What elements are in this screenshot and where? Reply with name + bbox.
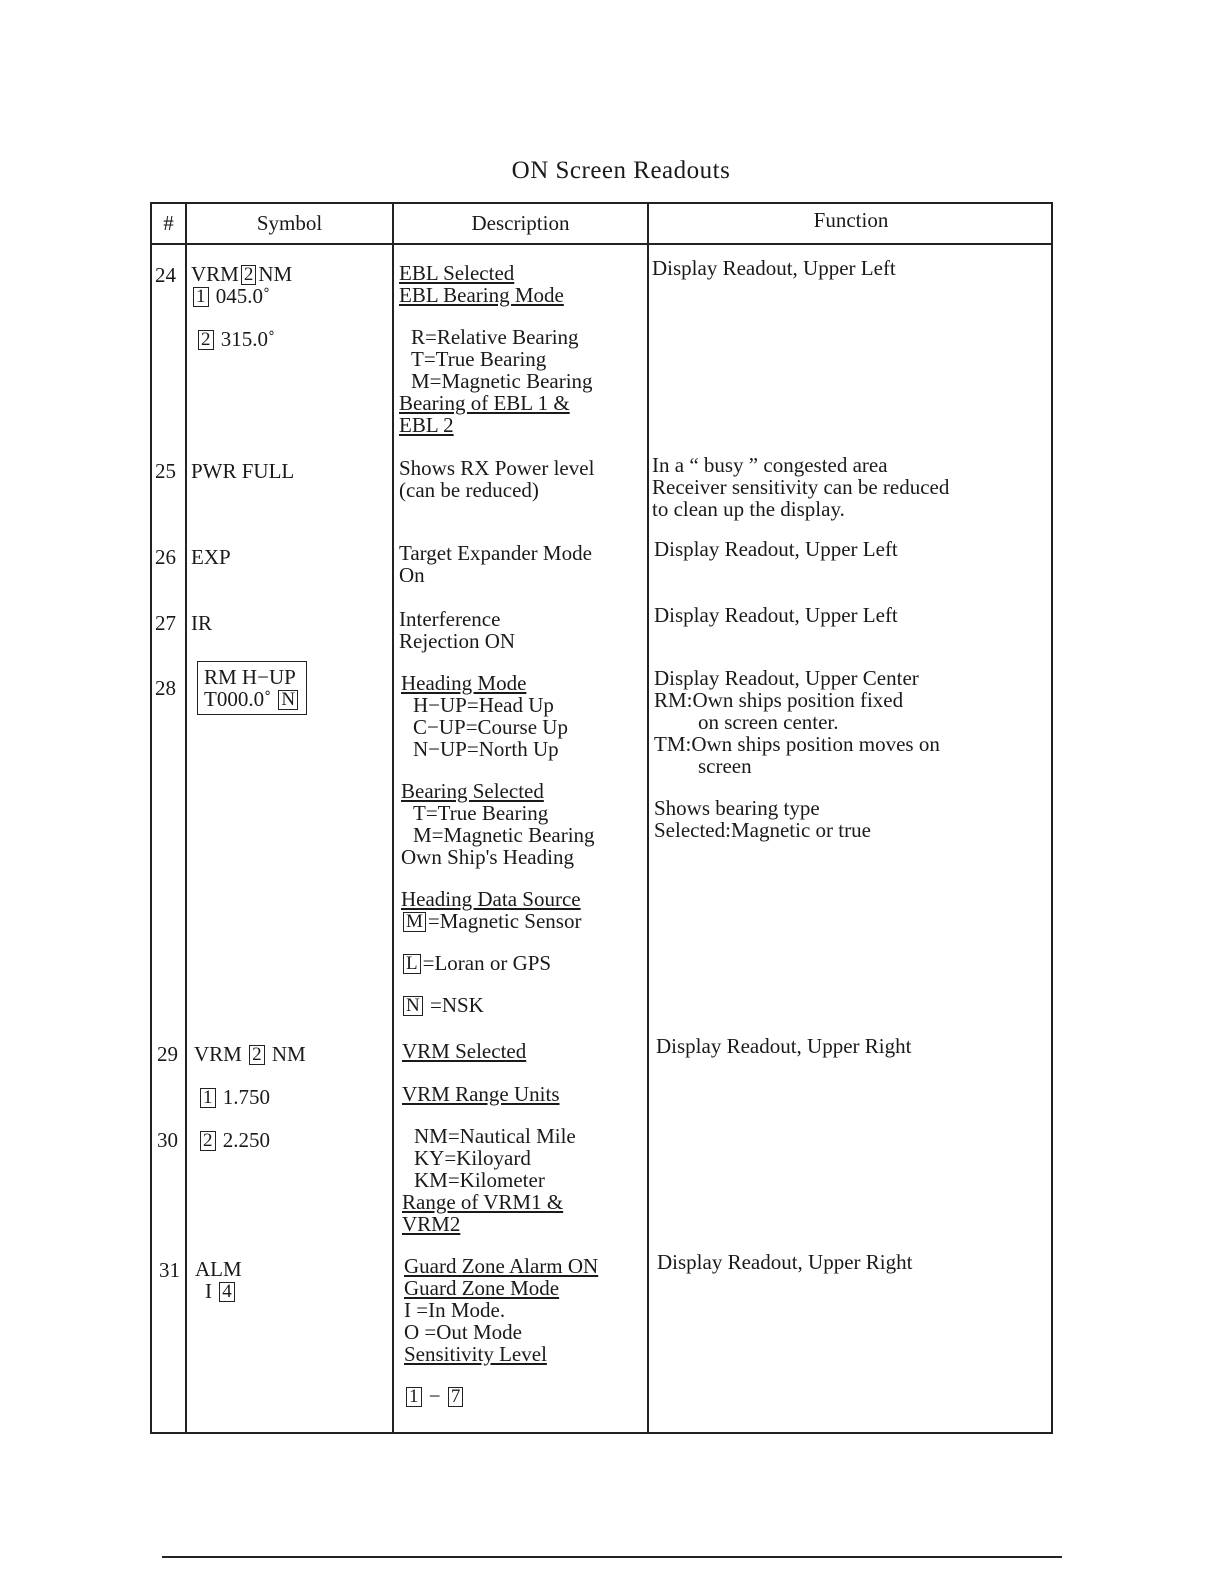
desc-line: C−UP=Course Up [413, 715, 568, 739]
func-line: In a “ busy ” congested area [652, 453, 888, 477]
desc-line: =NSK [429, 993, 484, 1017]
desc-line: Shows RX Power level [399, 456, 595, 480]
description [399, 542, 592, 586]
desc-line: I =In Mode. [404, 1298, 506, 1322]
boxed-letter: N [403, 996, 423, 1016]
header-num: # [163, 211, 174, 235]
range-value: 2.250 [222, 1128, 270, 1152]
symbol-text: VRM [191, 262, 239, 286]
boxed-digit: 2 [249, 1045, 265, 1065]
desc-line: KY=Kiloyard [414, 1146, 531, 1170]
desc-heading: Sensitivity Level [404, 1342, 547, 1366]
unit-text: NM [258, 262, 293, 286]
desc-heading: Range of VRM1 & [402, 1190, 564, 1214]
symbol-alarm [195, 1258, 242, 1302]
desc-line: (can be reduced) [399, 478, 539, 502]
header-symbol: Symbol [256, 211, 323, 235]
desc-line: Target Expander Mode [399, 541, 592, 565]
desc-line: =Magnetic Sensor [427, 909, 582, 933]
desc-line: KM=Kilometer [414, 1168, 545, 1192]
boxed-letter: L [403, 954, 421, 974]
symbol-vrm [191, 263, 292, 307]
boxed-digit: 2 [241, 265, 257, 285]
rm-heading-box [197, 661, 307, 715]
header-function: Function [813, 208, 889, 232]
description [402, 1083, 560, 1105]
function: Display Readout, Upper Left [654, 537, 898, 561]
func-line: on screen center. [698, 710, 839, 734]
symbol-text: I [205, 1279, 212, 1303]
row-number: 29 [157, 1042, 178, 1066]
col-divider [185, 204, 187, 1432]
row-number: 31 [159, 1258, 180, 1282]
desc-line: On [399, 563, 425, 587]
desc-heading: Bearing of EBL 1 & [399, 391, 570, 415]
function: Display Readout, Upper Left [654, 603, 898, 627]
row-number: 27 [155, 611, 176, 635]
row-number: 28 [155, 676, 176, 700]
desc-heading: Bearing Selected [401, 779, 544, 803]
func-line: Selected:Magnetic or true [654, 818, 871, 842]
boxed-digit: 1 [193, 287, 209, 307]
desc-heading: EBL Selected [399, 261, 515, 285]
desc-line: O =Out Mode [404, 1320, 523, 1344]
bearing-value: 045.0˚ [215, 284, 270, 308]
row-number: 26 [155, 545, 176, 569]
func-line: TM:Own ships position moves on [654, 732, 940, 756]
description [402, 1040, 526, 1062]
symbol-text: EXP [191, 545, 231, 569]
desc-heading: Guard Zone Alarm ON [404, 1254, 599, 1278]
symbol-text: T000.0˚ [204, 687, 272, 711]
boxed-digit: 2 [200, 1131, 216, 1151]
description [399, 262, 593, 436]
boxed-digit: 4 [219, 1282, 235, 1302]
boxed-digit: 1 [406, 1387, 422, 1407]
func-line: Display Readout, Upper Center [654, 666, 919, 690]
desc-line: R=Relative Bearing [411, 325, 579, 349]
desc-line: M=Magnetic Bearing [413, 823, 595, 847]
function [654, 667, 940, 841]
desc-heading: VRM Selected [402, 1039, 527, 1063]
boxed-letter: M [403, 912, 426, 932]
func-line: RM:Own ships position fixed [654, 688, 904, 712]
col-divider [392, 204, 394, 1432]
function: Display Readout, Upper Right [656, 1034, 912, 1058]
desc-line: =Loran or GPS [422, 951, 552, 975]
desc-heading: EBL Bearing Mode [399, 283, 564, 307]
header-description: Description [471, 211, 570, 235]
row-number: 25 [155, 459, 176, 483]
desc-heading: Guard Zone Mode [404, 1276, 560, 1300]
col-divider [647, 204, 649, 1432]
row-number: 24 [155, 263, 176, 287]
desc-line: N−UP=North Up [413, 737, 559, 761]
desc-heading: VRM2 [402, 1212, 461, 1236]
description [401, 672, 595, 1016]
description [399, 457, 594, 501]
page-title: ON Screen Readouts [511, 157, 731, 184]
symbol-text: RM H−UP [204, 665, 296, 689]
desc-line: H−UP=Head Up [413, 693, 554, 717]
func-line: screen [698, 754, 752, 778]
function: Display Readout, Upper Left [652, 256, 896, 280]
symbol-text: ALM [195, 1257, 242, 1281]
desc-line: NM=Nautical Mile [414, 1124, 576, 1148]
func-line: Shows bearing type [654, 796, 820, 820]
description [399, 608, 515, 652]
unit-text: NM [271, 1042, 306, 1066]
symbol-vrm [194, 1043, 306, 1065]
desc-heading: EBL 2 [399, 413, 454, 437]
function: Display Readout, Upper Right [657, 1250, 913, 1274]
func-line: Receiver sensitivity can be reduced [652, 475, 950, 499]
desc-heading: VRM Range Units [402, 1082, 560, 1106]
footer-rule [162, 1556, 1062, 1558]
row-number: 30 [157, 1128, 178, 1152]
bearing-value: 315.0˚ [220, 327, 275, 351]
symbol-bearing-2 [196, 328, 275, 350]
desc-line: M=Magnetic Bearing [411, 369, 593, 393]
description [404, 1255, 598, 1407]
func-line: to clean up the display. [652, 497, 845, 521]
desc-line: T=True Bearing [413, 801, 549, 825]
header-rule [152, 243, 1051, 245]
desc-line: Own Ship's Heading [401, 845, 574, 869]
symbol-text: PWR FULL [191, 459, 295, 483]
desc-line: Interference [399, 607, 501, 631]
range-dash: − [428, 1384, 441, 1408]
symbol-range-2 [198, 1129, 270, 1151]
desc-line: T=True Bearing [411, 347, 547, 371]
boxed-digit: 2 [198, 330, 214, 350]
function [652, 454, 949, 520]
symbol-range-1 [198, 1086, 270, 1108]
readouts-table [150, 202, 1053, 1434]
desc-line: Rejection ON [399, 629, 516, 653]
description [402, 1125, 576, 1235]
desc-heading: Heading Mode [401, 671, 527, 695]
range-value: 1.750 [222, 1085, 270, 1109]
symbol-text: IR [191, 611, 212, 635]
desc-heading: Heading Data Source [401, 887, 581, 911]
boxed-digit: 7 [448, 1387, 464, 1407]
boxed-letter: N [278, 690, 298, 710]
symbol-text: VRM [194, 1042, 242, 1066]
boxed-digit: 1 [200, 1088, 216, 1108]
